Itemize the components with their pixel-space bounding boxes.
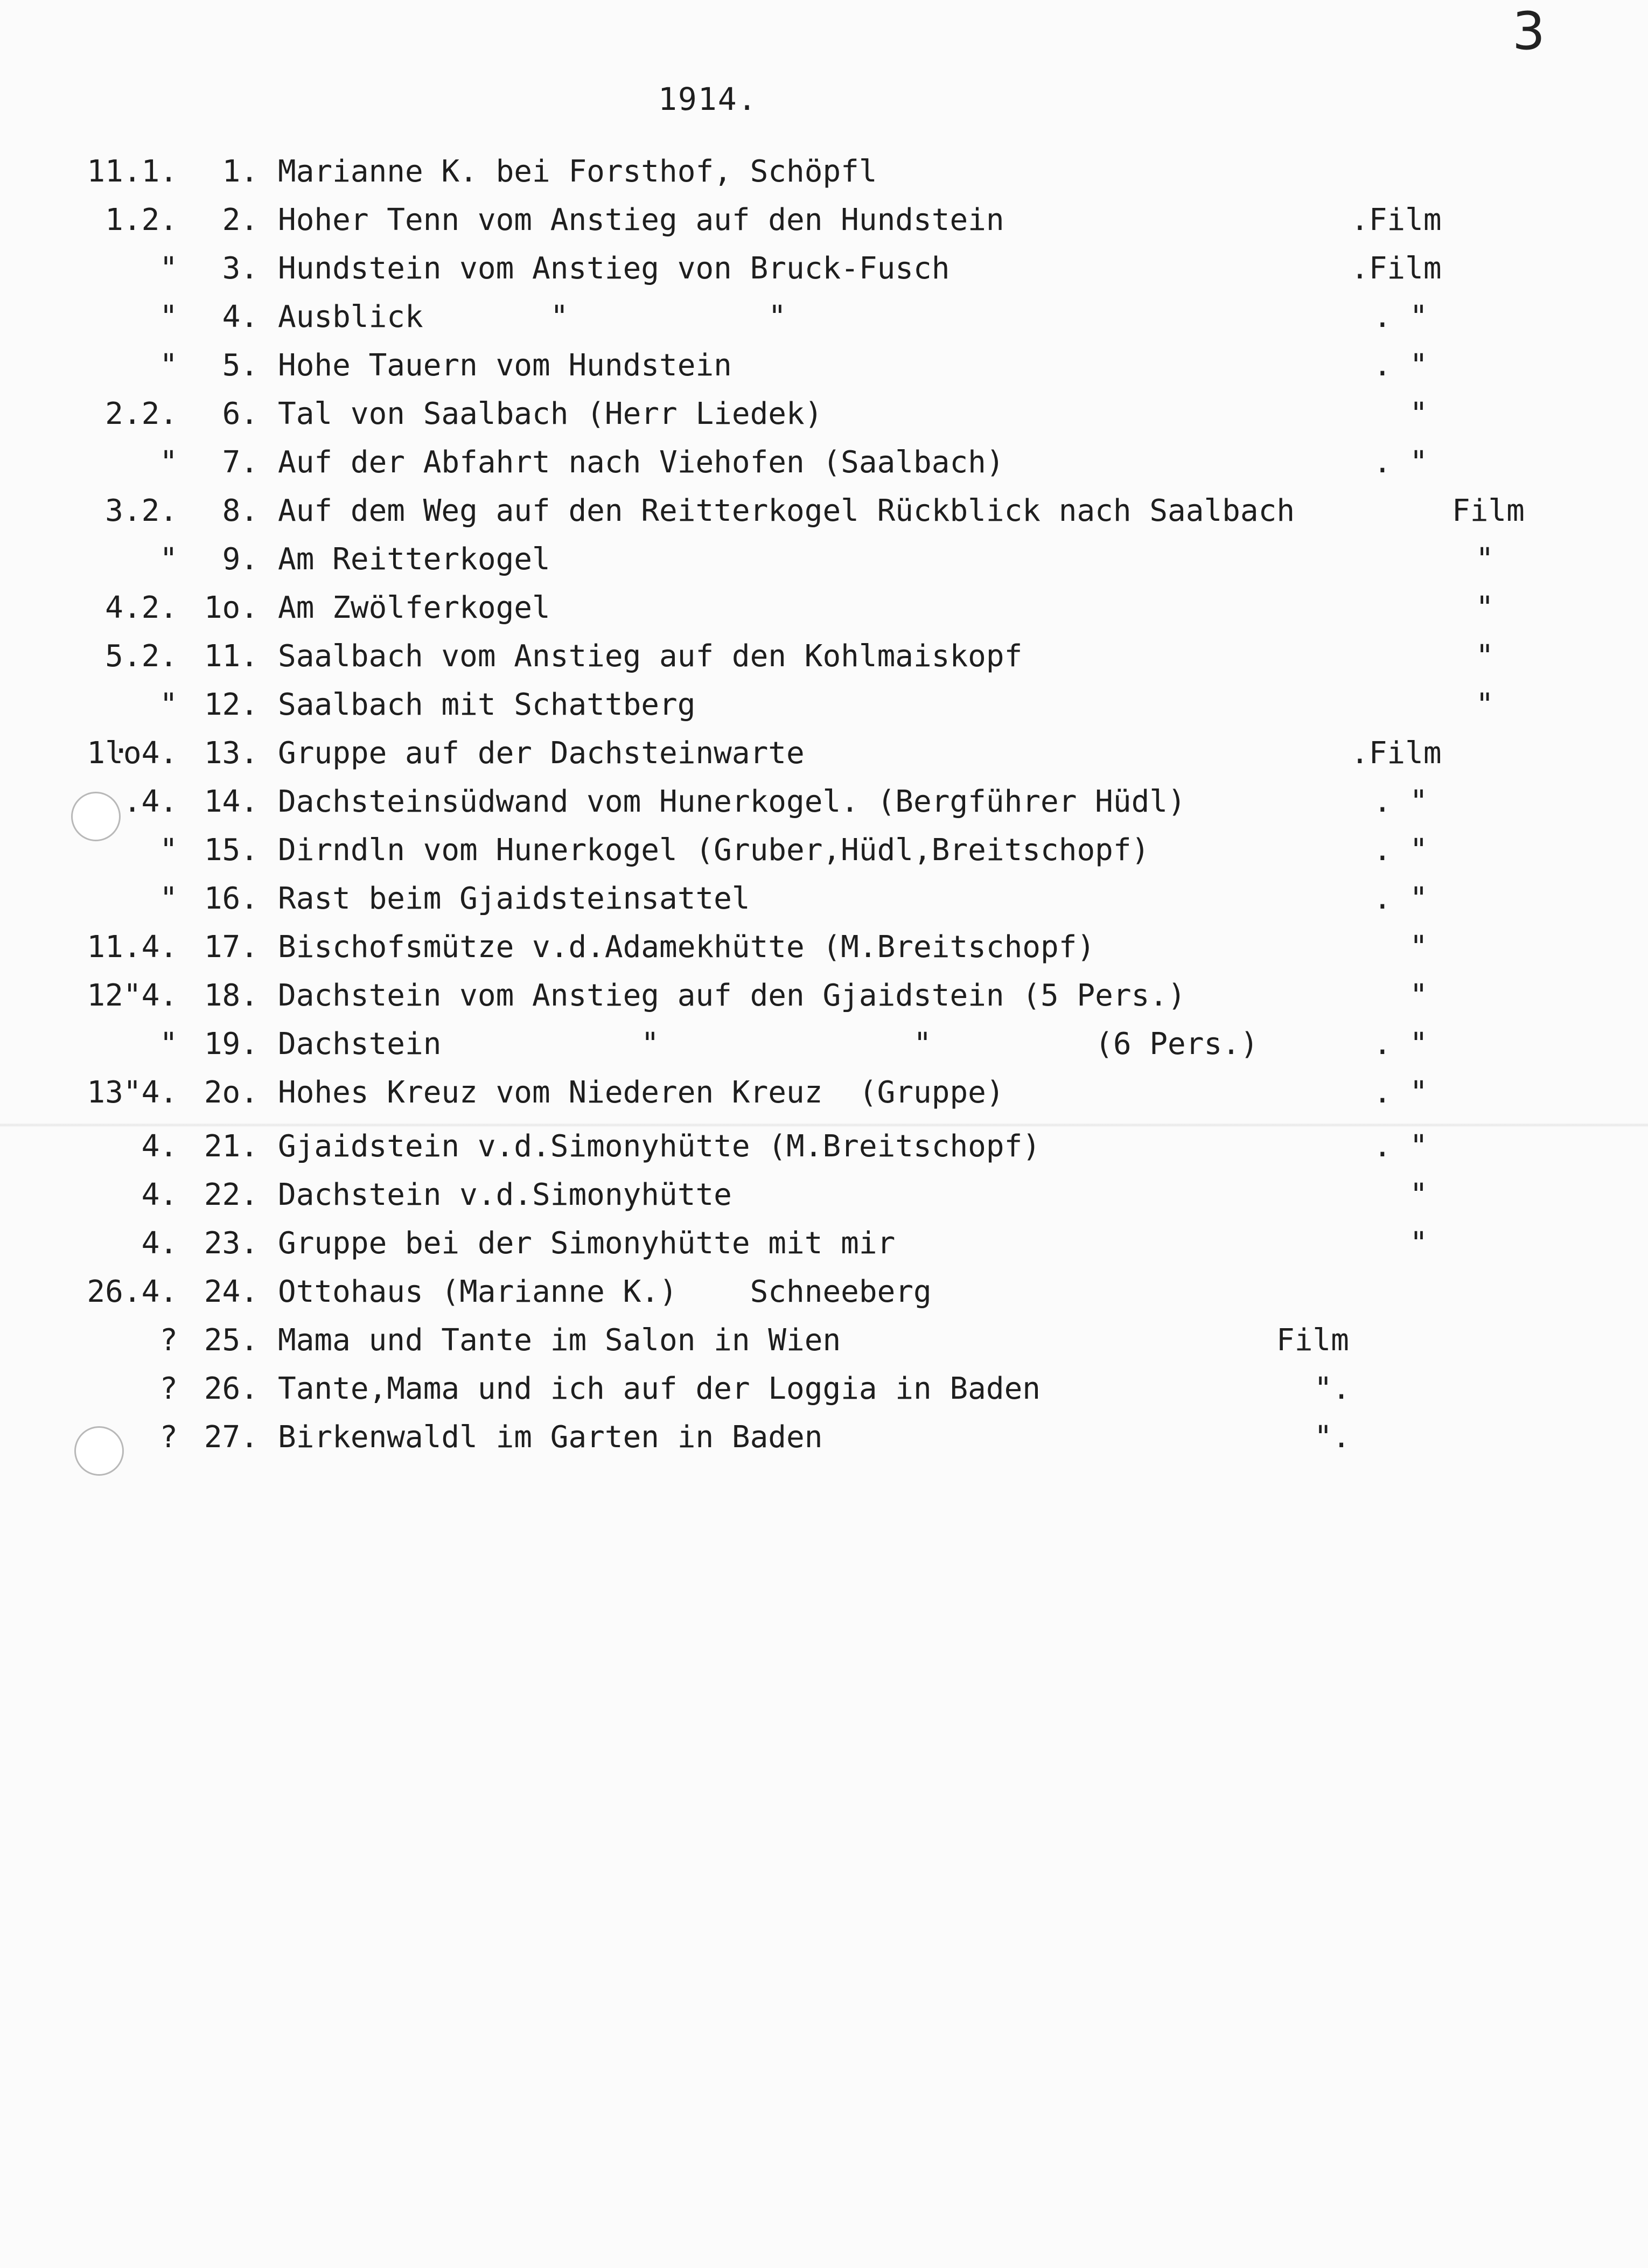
entry-date: " bbox=[159, 833, 178, 868]
entry-note: ". bbox=[1314, 1371, 1351, 1406]
list-item bbox=[0, 148, 1648, 196]
list-item bbox=[0, 826, 1648, 875]
entry-number: 24. bbox=[204, 1274, 259, 1309]
entry-date: ? bbox=[159, 1420, 178, 1455]
entry-number: 2o. bbox=[204, 1075, 259, 1110]
entry-title: Tal von Saalbach (Herr Liedek) bbox=[278, 396, 823, 431]
entry-date: 4. bbox=[141, 1177, 178, 1212]
entry-note: " bbox=[1476, 590, 1494, 625]
entry-note: Film bbox=[1452, 493, 1525, 528]
entry-title: Auf der Abfahrt nach Viehofen (Saalbach) bbox=[278, 445, 1004, 480]
entry-number: 13. bbox=[204, 736, 259, 771]
entry-note: . " bbox=[1373, 445, 1428, 480]
list-item bbox=[0, 1365, 1648, 1413]
entry-note: ". bbox=[1314, 1420, 1351, 1455]
entry-title: Am Zwölferkogel bbox=[278, 590, 550, 625]
entry-date: " bbox=[159, 1027, 178, 1062]
entry-note: . " bbox=[1373, 1027, 1428, 1062]
entry-number: 18. bbox=[204, 978, 259, 1013]
list-item bbox=[0, 1069, 1648, 1117]
entry-title: Am Reitterkogel bbox=[278, 542, 550, 577]
entry-number: 16. bbox=[204, 881, 259, 916]
list-item bbox=[0, 341, 1648, 390]
entry-note: .Film bbox=[1351, 736, 1442, 771]
entry-number: 4. bbox=[222, 299, 259, 334]
entry-note: " bbox=[1476, 687, 1494, 722]
entry-number: 9. bbox=[222, 542, 259, 577]
entry-number: 27. bbox=[204, 1420, 259, 1455]
entry-date: 3.2. bbox=[105, 493, 178, 528]
entry-number: 7. bbox=[222, 445, 259, 480]
entry-number: 23. bbox=[204, 1226, 259, 1261]
list-item bbox=[0, 729, 1648, 778]
entry-date: 11.4. bbox=[87, 930, 178, 965]
entry-date: " bbox=[159, 348, 178, 383]
list-item bbox=[0, 1219, 1648, 1268]
entry-note: " bbox=[1373, 1226, 1428, 1261]
entry-title: Ottohaus (Marianne K.) Schneeberg bbox=[278, 1274, 932, 1309]
entry-date: 11.1. bbox=[87, 154, 178, 189]
list-item bbox=[0, 584, 1648, 632]
list-item bbox=[0, 1122, 1648, 1171]
entry-note: . " bbox=[1373, 1075, 1428, 1110]
entry-title: Dachstein vom Anstieg auf den Gjaidstein (5 Pers.) bbox=[278, 978, 1186, 1013]
entry-number: 26. bbox=[204, 1371, 259, 1406]
list-item bbox=[0, 1268, 1648, 1316]
entry-date: 4.2. bbox=[105, 590, 178, 625]
entry-title: Gruppe auf der Dachsteinwarte bbox=[278, 736, 805, 771]
entry-date: 5.2. bbox=[105, 639, 178, 674]
list-item bbox=[0, 972, 1648, 1020]
entry-note: " bbox=[1373, 930, 1428, 965]
entry-date: 4. bbox=[141, 1129, 178, 1164]
entry-date: 2.2. bbox=[105, 396, 178, 431]
entry-title: Rast beim Gjaidsteinsattel bbox=[278, 881, 750, 916]
entry-date: 1.2. bbox=[105, 203, 178, 238]
entry-date: " bbox=[159, 687, 178, 722]
entry-title: Ausblick " " bbox=[278, 299, 787, 334]
entry-number: 5. bbox=[222, 348, 259, 383]
entry-note: " bbox=[1476, 542, 1494, 577]
list-item bbox=[0, 923, 1648, 972]
entry-note: " bbox=[1373, 396, 1428, 431]
entry-date: " bbox=[159, 299, 178, 334]
entry-title: Dachsteinsüdwand vom Hunerkogel. (Bergführer Hüdl) bbox=[278, 784, 1186, 819]
list-item bbox=[0, 1020, 1648, 1069]
list-item bbox=[0, 390, 1648, 438]
list-item bbox=[0, 1316, 1648, 1365]
entry-number: 11. bbox=[204, 639, 259, 674]
entry-number: 1o. bbox=[204, 590, 259, 625]
entry-date: .4. bbox=[123, 784, 178, 819]
entry-number: 19. bbox=[204, 1027, 259, 1062]
entry-number: 21. bbox=[204, 1129, 259, 1164]
entry-number: 14. bbox=[204, 784, 259, 819]
entry-number: 1. bbox=[222, 154, 259, 189]
entry-note: . " bbox=[1373, 833, 1428, 868]
entry-date: ? bbox=[159, 1371, 178, 1406]
list-item bbox=[0, 681, 1648, 729]
entry-number: 2. bbox=[222, 203, 259, 238]
list-item bbox=[0, 778, 1648, 826]
entry-title: Mama und Tante im Salon in Wien bbox=[278, 1323, 841, 1358]
entry-note: .Film bbox=[1351, 251, 1442, 286]
entry-number: 17. bbox=[204, 930, 259, 965]
entry-title: Saalbach vom Anstieg auf den Kohlmaiskopf bbox=[278, 639, 1023, 674]
entry-title: Hoher Tenn vom Anstieg auf den Hundstein bbox=[278, 203, 1004, 238]
entry-title: Hundstein vom Anstieg von Bruck-Fusch bbox=[278, 251, 950, 286]
entry-note: " bbox=[1373, 1177, 1428, 1212]
entry-note: . " bbox=[1373, 784, 1428, 819]
list-item bbox=[0, 1413, 1648, 1462]
entry-number: 12. bbox=[204, 687, 259, 722]
entry-note: . " bbox=[1373, 881, 1428, 916]
entry-title: Dachstein v.d.Simonyhütte bbox=[278, 1177, 732, 1212]
entry-date: 1ŀo4. bbox=[87, 736, 178, 771]
list-item bbox=[0, 1171, 1648, 1219]
entry-date: " bbox=[159, 881, 178, 916]
entry-date: ? bbox=[159, 1323, 178, 1358]
document-year-heading: 1914. bbox=[658, 81, 758, 117]
entry-number: 25. bbox=[204, 1323, 259, 1358]
list-item bbox=[0, 875, 1648, 923]
entry-number: 8. bbox=[222, 493, 259, 528]
list-item bbox=[0, 438, 1648, 487]
entry-title: Auf dem Weg auf den Reitterkogel Rückblick nach Saalbach bbox=[278, 493, 1295, 528]
entry-note: . " bbox=[1373, 1129, 1428, 1164]
entry-date: " bbox=[159, 251, 178, 286]
entry-date: 12"4. bbox=[87, 978, 178, 1013]
entry-note: " bbox=[1373, 978, 1428, 1013]
entry-note: Film bbox=[1276, 1323, 1349, 1358]
entry-number: 22. bbox=[204, 1177, 259, 1212]
entry-title: Gruppe bei der Simonyhütte mit mir bbox=[278, 1226, 896, 1261]
list-item bbox=[0, 632, 1648, 681]
entry-date: " bbox=[159, 542, 178, 577]
entry-title: Dirndln vom Hunerkogel (Gruber,Hüdl,Breitschopf) bbox=[278, 833, 1150, 868]
entry-date: 26.4. bbox=[87, 1274, 178, 1309]
entry-title: Marianne K. bei Forsthof, Schöpfl bbox=[278, 154, 877, 189]
list-item bbox=[0, 293, 1648, 341]
page-number: 3 bbox=[1512, 1, 1546, 61]
entry-title: Bischofsmütze v.d.Adamekhütte (M.Breitschopf) bbox=[278, 930, 1095, 965]
list-item bbox=[0, 196, 1648, 245]
entry-title: Saalbach mit Schattberg bbox=[278, 687, 696, 722]
entry-note: .Film bbox=[1351, 203, 1442, 238]
entry-date: " bbox=[159, 445, 178, 480]
list-item bbox=[0, 487, 1648, 535]
entry-number: 6. bbox=[222, 396, 259, 431]
entry-note: . " bbox=[1373, 299, 1428, 334]
entry-date: 4. bbox=[141, 1226, 178, 1261]
entry-title: Hohes Kreuz vom Niederen Kreuz (Gruppe) bbox=[278, 1075, 1004, 1110]
entry-number: 15. bbox=[204, 833, 259, 868]
entry-note: . " bbox=[1373, 348, 1428, 383]
entry-note: " bbox=[1476, 639, 1494, 674]
entry-title: Dachstein " " (6 Pers.) bbox=[278, 1027, 1259, 1062]
entry-title: Hohe Tauern vom Hundstein bbox=[278, 348, 732, 383]
entry-title: Tante,Mama und ich auf der Loggia in Baden bbox=[278, 1371, 1041, 1406]
list-item bbox=[0, 535, 1648, 584]
entry-date: 13"4. bbox=[87, 1075, 178, 1110]
list-item bbox=[0, 245, 1648, 293]
entry-number: 3. bbox=[222, 251, 259, 286]
entry-title: Gjaidstein v.d.Simonyhütte (M.Breitschopf) bbox=[278, 1129, 1041, 1164]
entry-title: Birkenwaldl im Garten in Baden bbox=[278, 1420, 823, 1455]
